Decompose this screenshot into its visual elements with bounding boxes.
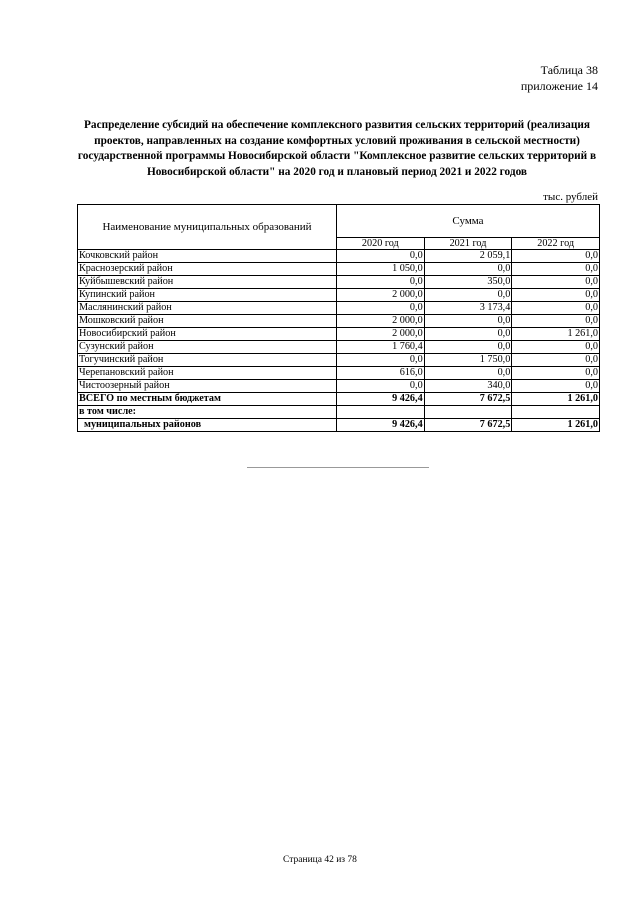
value-2022: 0,0 (512, 354, 600, 367)
value-2021: 0,0 (424, 341, 512, 354)
total-2022: 1 261,0 (512, 393, 600, 406)
column-header-2021: 2021 год (424, 238, 512, 250)
table-row (78, 315, 600, 328)
district-name: Черепановский район (78, 367, 337, 380)
value-2021: 1 750,0 (424, 354, 512, 367)
subsidy-table (77, 204, 600, 432)
value-2022: 0,0 (512, 263, 600, 276)
value-2022: 0,0 (512, 341, 600, 354)
value-2022: 0,0 (512, 367, 600, 380)
document-title: Распределение субсидий на обеспечение комплексного развития сельских территорий (реализация проектов, направленных на создание комфортных условий проживания в сельской местности) государственной программы Новосибирской области "Комплексное развитие сельских территорий в Новосибирской области" на 2020 год и плановый период 2021 и 2022 годов (77, 119, 597, 178)
value-2021: 0,0 (424, 263, 512, 276)
district-name: Чистоозерный район (78, 380, 337, 393)
table-row (78, 302, 600, 315)
value-2022: 0,0 (512, 289, 600, 302)
value-2022: 0,0 (512, 380, 600, 393)
value-2020: 0,0 (337, 250, 425, 263)
table-row (78, 276, 600, 289)
district-name: Краснозерский район (78, 263, 337, 276)
municipal-2022: 1 261,0 (512, 419, 600, 432)
value-2020: 0,0 (337, 276, 425, 289)
table-row (78, 328, 600, 341)
column-header-name: Наименование муниципальных образований (78, 205, 337, 250)
district-name: Сузунский район (78, 341, 337, 354)
value-2021: 340,0 (424, 380, 512, 393)
value-2021: 0,0 (424, 289, 512, 302)
district-name: Тогучинский район (78, 354, 337, 367)
table-row (78, 354, 600, 367)
total-2021: 7 672,5 (424, 393, 512, 406)
including-label: в том числе: (78, 406, 337, 419)
value-2021: 0,0 (424, 315, 512, 328)
table-row (78, 263, 600, 276)
value-2021: 0,0 (424, 367, 512, 380)
value-2020: 0,0 (337, 380, 425, 393)
municipal-label: муниципальных районов (78, 419, 337, 432)
district-name: Купинский район (78, 289, 337, 302)
value-2020: 2 000,0 (337, 315, 425, 328)
municipal-2021: 7 672,5 (424, 419, 512, 432)
total-row (78, 393, 600, 406)
value-2020: 2 000,0 (337, 289, 425, 302)
divider-line (247, 467, 429, 468)
value-2021: 350,0 (424, 276, 512, 289)
district-name: Мошковский район (78, 315, 337, 328)
units-label: тыс. рублей (543, 191, 598, 203)
value-2021: 2 059,1 (424, 250, 512, 263)
value-2022: 0,0 (512, 302, 600, 315)
table-row (78, 250, 600, 263)
table-number: Таблица 38 (540, 63, 598, 77)
value-2022: 0,0 (512, 250, 600, 263)
table-row (78, 341, 600, 354)
table-row (78, 289, 600, 302)
table-row (78, 367, 600, 380)
value-2020: 0,0 (337, 354, 425, 367)
appendix-label: приложение 14 (520, 79, 598, 93)
value-2020: 616,0 (337, 367, 425, 380)
value-2022: 1 261,0 (512, 328, 600, 341)
district-name: Куйбышевский район (78, 276, 337, 289)
value-2021: 0,0 (424, 328, 512, 341)
value-2020: 0,0 (337, 302, 425, 315)
total-2020: 9 426,4 (337, 393, 425, 406)
municipal-row (78, 419, 600, 432)
district-name: Новосибирский район (78, 328, 337, 341)
total-label: ВСЕГО по местным бюджетам (78, 393, 337, 406)
value-2022: 0,0 (512, 276, 600, 289)
district-name: Маслянинский район (78, 302, 337, 315)
value-2021: 3 173,4 (424, 302, 512, 315)
municipal-2020: 9 426,4 (337, 419, 425, 432)
including-row (78, 406, 600, 419)
district-name: Кочковский район (78, 250, 337, 263)
value-2022: 0,0 (512, 315, 600, 328)
column-header-2020: 2020 год (337, 238, 425, 250)
column-header-2022: 2022 год (512, 238, 600, 250)
table-row (78, 380, 600, 393)
column-header-sum: Сумма (337, 205, 600, 238)
value-2020: 1 760,4 (337, 341, 425, 354)
value-2020: 2 000,0 (337, 328, 425, 341)
value-2020: 1 050,0 (337, 263, 425, 276)
page-number: Страница 42 из 78 (283, 855, 357, 865)
